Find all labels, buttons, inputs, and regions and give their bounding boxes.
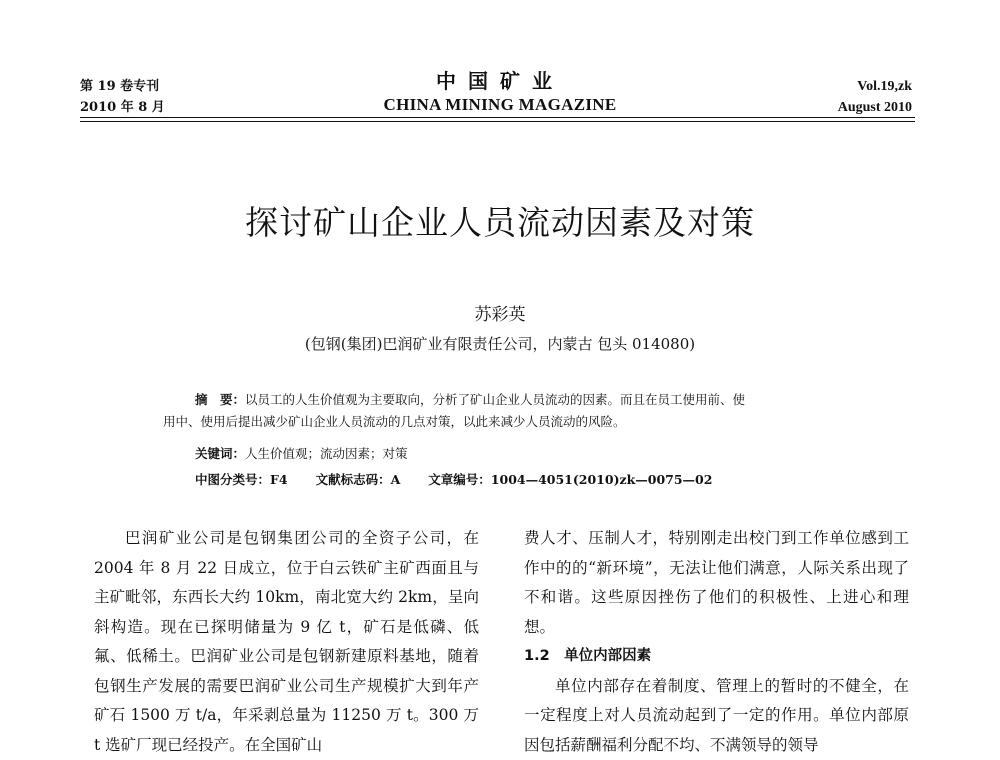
body-paragraph: 巴润矿业公司是包钢集团公司的全资子公司，在 2004 年 8 月 22 日成立，位于白云铁矿主矿西面且与主矿毗邻，东西长大约 10km，南北宽大约 2km，呈向斜构造。现在已探明储量为 9 亿 t，矿石是低磷、低氟、低稀土。巴润矿业公司是包钢新建原料基地，随着包钢生产发展的需要巴润矿业公司生产规模扩大到年产矿石 1500 万 t/a，年采剥总量为 11250 万 t。300 万 t 选矿厂现已经投产。在全国矿山 (94, 529, 479, 754)
journal-name-cn: 中国矿业 (436, 69, 564, 93)
article-title: 探讨矿山企业人员流动因素及对策 (245, 203, 755, 242)
doccode-label: 文献标志码： (315, 472, 391, 487)
date-en: August 2010 (837, 100, 912, 115)
journal-masthead (340, 68, 660, 116)
header-rule-thin (80, 121, 915, 122)
volume-en: Vol.19,zk (857, 79, 912, 94)
issue-date: 2010 年 8 月 (80, 100, 165, 115)
abstract-label: 摘 要： (195, 392, 246, 407)
author-affiliation: (包钢(集团)巴润矿业有限责任公司，内蒙古 包头 014080) (304, 335, 696, 353)
body-column-right (524, 524, 909, 760)
article-no-label: 文章编号： (428, 472, 491, 487)
journal-name-en: CHINA MINING MAGAZINE (383, 95, 617, 114)
abstract-line-2: 用中、使用后提出减少矿山企业人员流动的几点对策，以此来减少人员流动的风险。 (163, 414, 626, 429)
body-paragraph: 单位内部存在着制度、管理上的暂时的不健全，在一定程度上对人员流动起到了一定的作用。单位内部原因包括薪酬福利分配不均、不满领导的领导 (524, 676, 909, 754)
article-no-value: 1004—4051(2010)zk—0075—02 (490, 472, 713, 487)
clc-label: 中图分类号： (195, 472, 271, 487)
classification-line (195, 469, 736, 491)
body-paragraph-continued: 费人才、压制人才，特别刚走出校门到工作单位感到工作中的的“新环境”，无法让他们满意，人际关系出现了不和谐。这些原因挫伤了他们的积极性、上进心和理想。 (524, 529, 909, 636)
doccode-group (316, 472, 401, 487)
article-author: 苏彩英 (474, 305, 526, 325)
clc-value: F4 (270, 472, 288, 487)
keywords-label: 关键词： (195, 446, 246, 461)
issue-info-en (838, 76, 912, 118)
body-column-left (94, 524, 479, 760)
abstract-line-1 (195, 389, 745, 411)
keywords-line (195, 443, 408, 465)
issue-info (80, 76, 165, 118)
abstract-text-1: 以员工的人生价值观为主要取向，分析了矿山企业人员流动的因素。而且在员工使用前、使 (245, 392, 746, 407)
doccode-value: A (390, 472, 401, 487)
header-rule-thick (80, 117, 915, 118)
section-heading: 1.2 单位内部因素 (524, 648, 652, 664)
article-no-group (428, 472, 712, 487)
clc-group (195, 472, 288, 487)
keywords-text: 人生价值观；流动因素；对策 (245, 446, 408, 461)
issue-volume: 第 19 卷专刊 (80, 79, 160, 94)
